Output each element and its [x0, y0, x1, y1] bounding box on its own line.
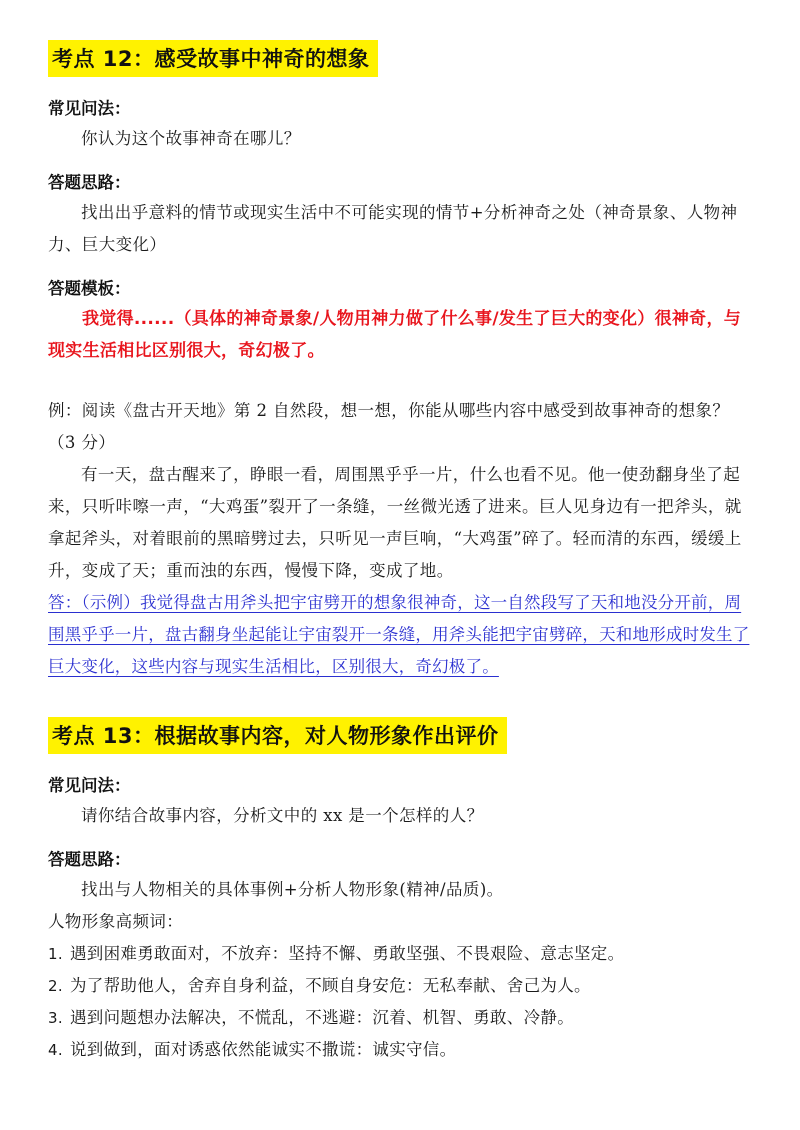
answer-idea-label: 答题思路： — [48, 173, 131, 192]
list-item-text: 遇到困难勇敢面对，不放弃：坚持不懈、勇敢坚强、不畏艰险、意志坚定。 — [70, 944, 625, 963]
common-question-text-2: 请你结合故事内容，分析文中的 xx 是一个怎样的人？ — [81, 806, 484, 825]
common-question-label: 常见问法： — [48, 99, 131, 118]
list-item-number: 3. — [48, 1009, 63, 1027]
list-item — [48, 1034, 754, 1066]
list-item-text: 遇到问题想办法解决，不慌乱，不逃避：沉着、机智、勇敢、冷静。 — [70, 1008, 574, 1027]
section-13-heading: 考点 13：根据故事内容，对人物形象作出评价 — [48, 717, 507, 754]
section-12-heading: 考点 12：感受故事中神奇的想象 — [48, 40, 378, 77]
section-12 — [48, 40, 754, 683]
common-question-text: 你认为这个故事神奇在哪儿？ — [81, 129, 301, 148]
vocab-label: 人物形象高频词： — [48, 912, 184, 931]
vocab-list — [48, 938, 754, 1066]
list-item — [48, 1002, 754, 1034]
answer-idea-text: 找出出乎意料的情节或现实生活中不可能实现的情节+分析神奇之处（神奇景象、人物神力、巨大变化） — [48, 203, 738, 254]
list-item-number: 4. — [48, 1041, 63, 1059]
example-question: 例：阅读《盘古开天地》第 2 自然段，想一想，你能从哪些内容中感受到故事神奇的想象？（3 分） — [48, 401, 730, 452]
passage-text: 有一天，盘古醒来了，睁眼一看，周围黑乎乎一片，什么也看不见。他一使劲翻身坐了起来，只听咔嚓一声，“大鸡蛋”裂开了一条缝，一丝微光透了进来。巨人见身边有一把斧头，就拿起斧头，对着眼前的黑暗劈过去，只听见一声巨响，“大鸡蛋”碎了。轻而清的东西，缓缓上升，变成了天；重而浊的东西，慢慢下降，变成了地。 — [48, 465, 742, 580]
answer-idea-label-2: 答题思路： — [48, 850, 131, 869]
answer-template-text: 我觉得......（具体的神奇景象/人物用神力做了什么事/发生了巨大的变化）很神奇，与现实生活相比区别很大，奇幻极了。 — [48, 309, 742, 361]
list-item-number: 1. — [48, 945, 63, 963]
list-item-text: 为了帮助他人，舍弃自身利益，不顾自身安危：无私奉献、舍己为人。 — [70, 976, 591, 995]
section-13 — [48, 717, 754, 1066]
common-question-label-2: 常见问法： — [48, 776, 131, 795]
list-item-text: 说到做到，面对诱惑依然能诚实不撒谎：诚实守信。 — [70, 1040, 457, 1059]
list-item — [48, 938, 754, 970]
answer-template-label: 答题模板： — [48, 279, 131, 298]
list-item — [48, 970, 754, 1002]
example-answer: 答：（示例）我觉得盘古用斧头把宇宙劈开的想象很神奇，这一自然段写了天和地没分开前，周围黑乎乎一片，盘古翻身坐起能让宇宙裂开一条缝，用斧头能把宇宙劈碎，天和地形成时发生了巨大变化，这些内容与现实生活相比，区别很大，奇幻极了。 — [48, 593, 750, 676]
answer-idea-text-2: 找出与人物相关的具体事例+分析人物形象(精神/品质)。 — [81, 880, 504, 899]
list-item-number: 2. — [48, 977, 63, 995]
